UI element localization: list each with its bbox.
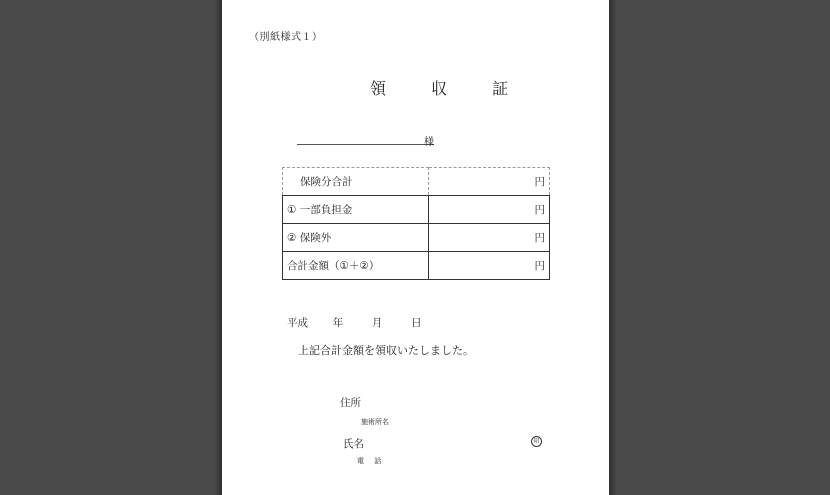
row-label-copayment: ① 一部負担金 — [283, 196, 429, 224]
table-row — [283, 252, 550, 280]
date-month: 月 — [371, 317, 383, 329]
addressee-line — [297, 144, 434, 145]
table-row — [283, 224, 550, 252]
amounts-table — [282, 167, 550, 280]
phone-label: 電 話 — [357, 457, 386, 465]
page-shadow-right — [609, 0, 617, 495]
document-page — [222, 0, 609, 495]
addressee-suffix: 様 — [424, 137, 434, 148]
date-year: 年 — [332, 317, 344, 329]
row-unit-insurance-total: 円 — [429, 168, 550, 196]
row-unit-uninsured: 円 — [429, 224, 550, 252]
date-day: 日 — [411, 317, 422, 329]
page-shadow-left — [214, 0, 222, 495]
seal-mark: 印 — [531, 436, 542, 447]
date-era: 平成 — [287, 317, 308, 329]
address-label: 住所 — [340, 397, 361, 409]
form-id: （別紙様式１） — [249, 32, 323, 43]
facility-name-label: 施術所名 — [361, 418, 389, 426]
row-label-insurance-total: 保険分合計 — [283, 168, 429, 196]
table-row — [283, 196, 550, 224]
receipt-statement: 上記合計金額を領収いたしました。 — [298, 344, 474, 357]
row-label-uninsured: ② 保険外 — [283, 224, 429, 252]
table-row — [283, 168, 550, 196]
date-row — [287, 315, 422, 330]
row-label-total: 合計金額（①＋②） — [283, 252, 429, 280]
row-unit-total: 円 — [429, 252, 550, 280]
row-unit-copayment: 円 — [429, 196, 550, 224]
name-label: 氏名 — [343, 438, 364, 450]
document-title: 領 収 証 — [370, 79, 529, 98]
